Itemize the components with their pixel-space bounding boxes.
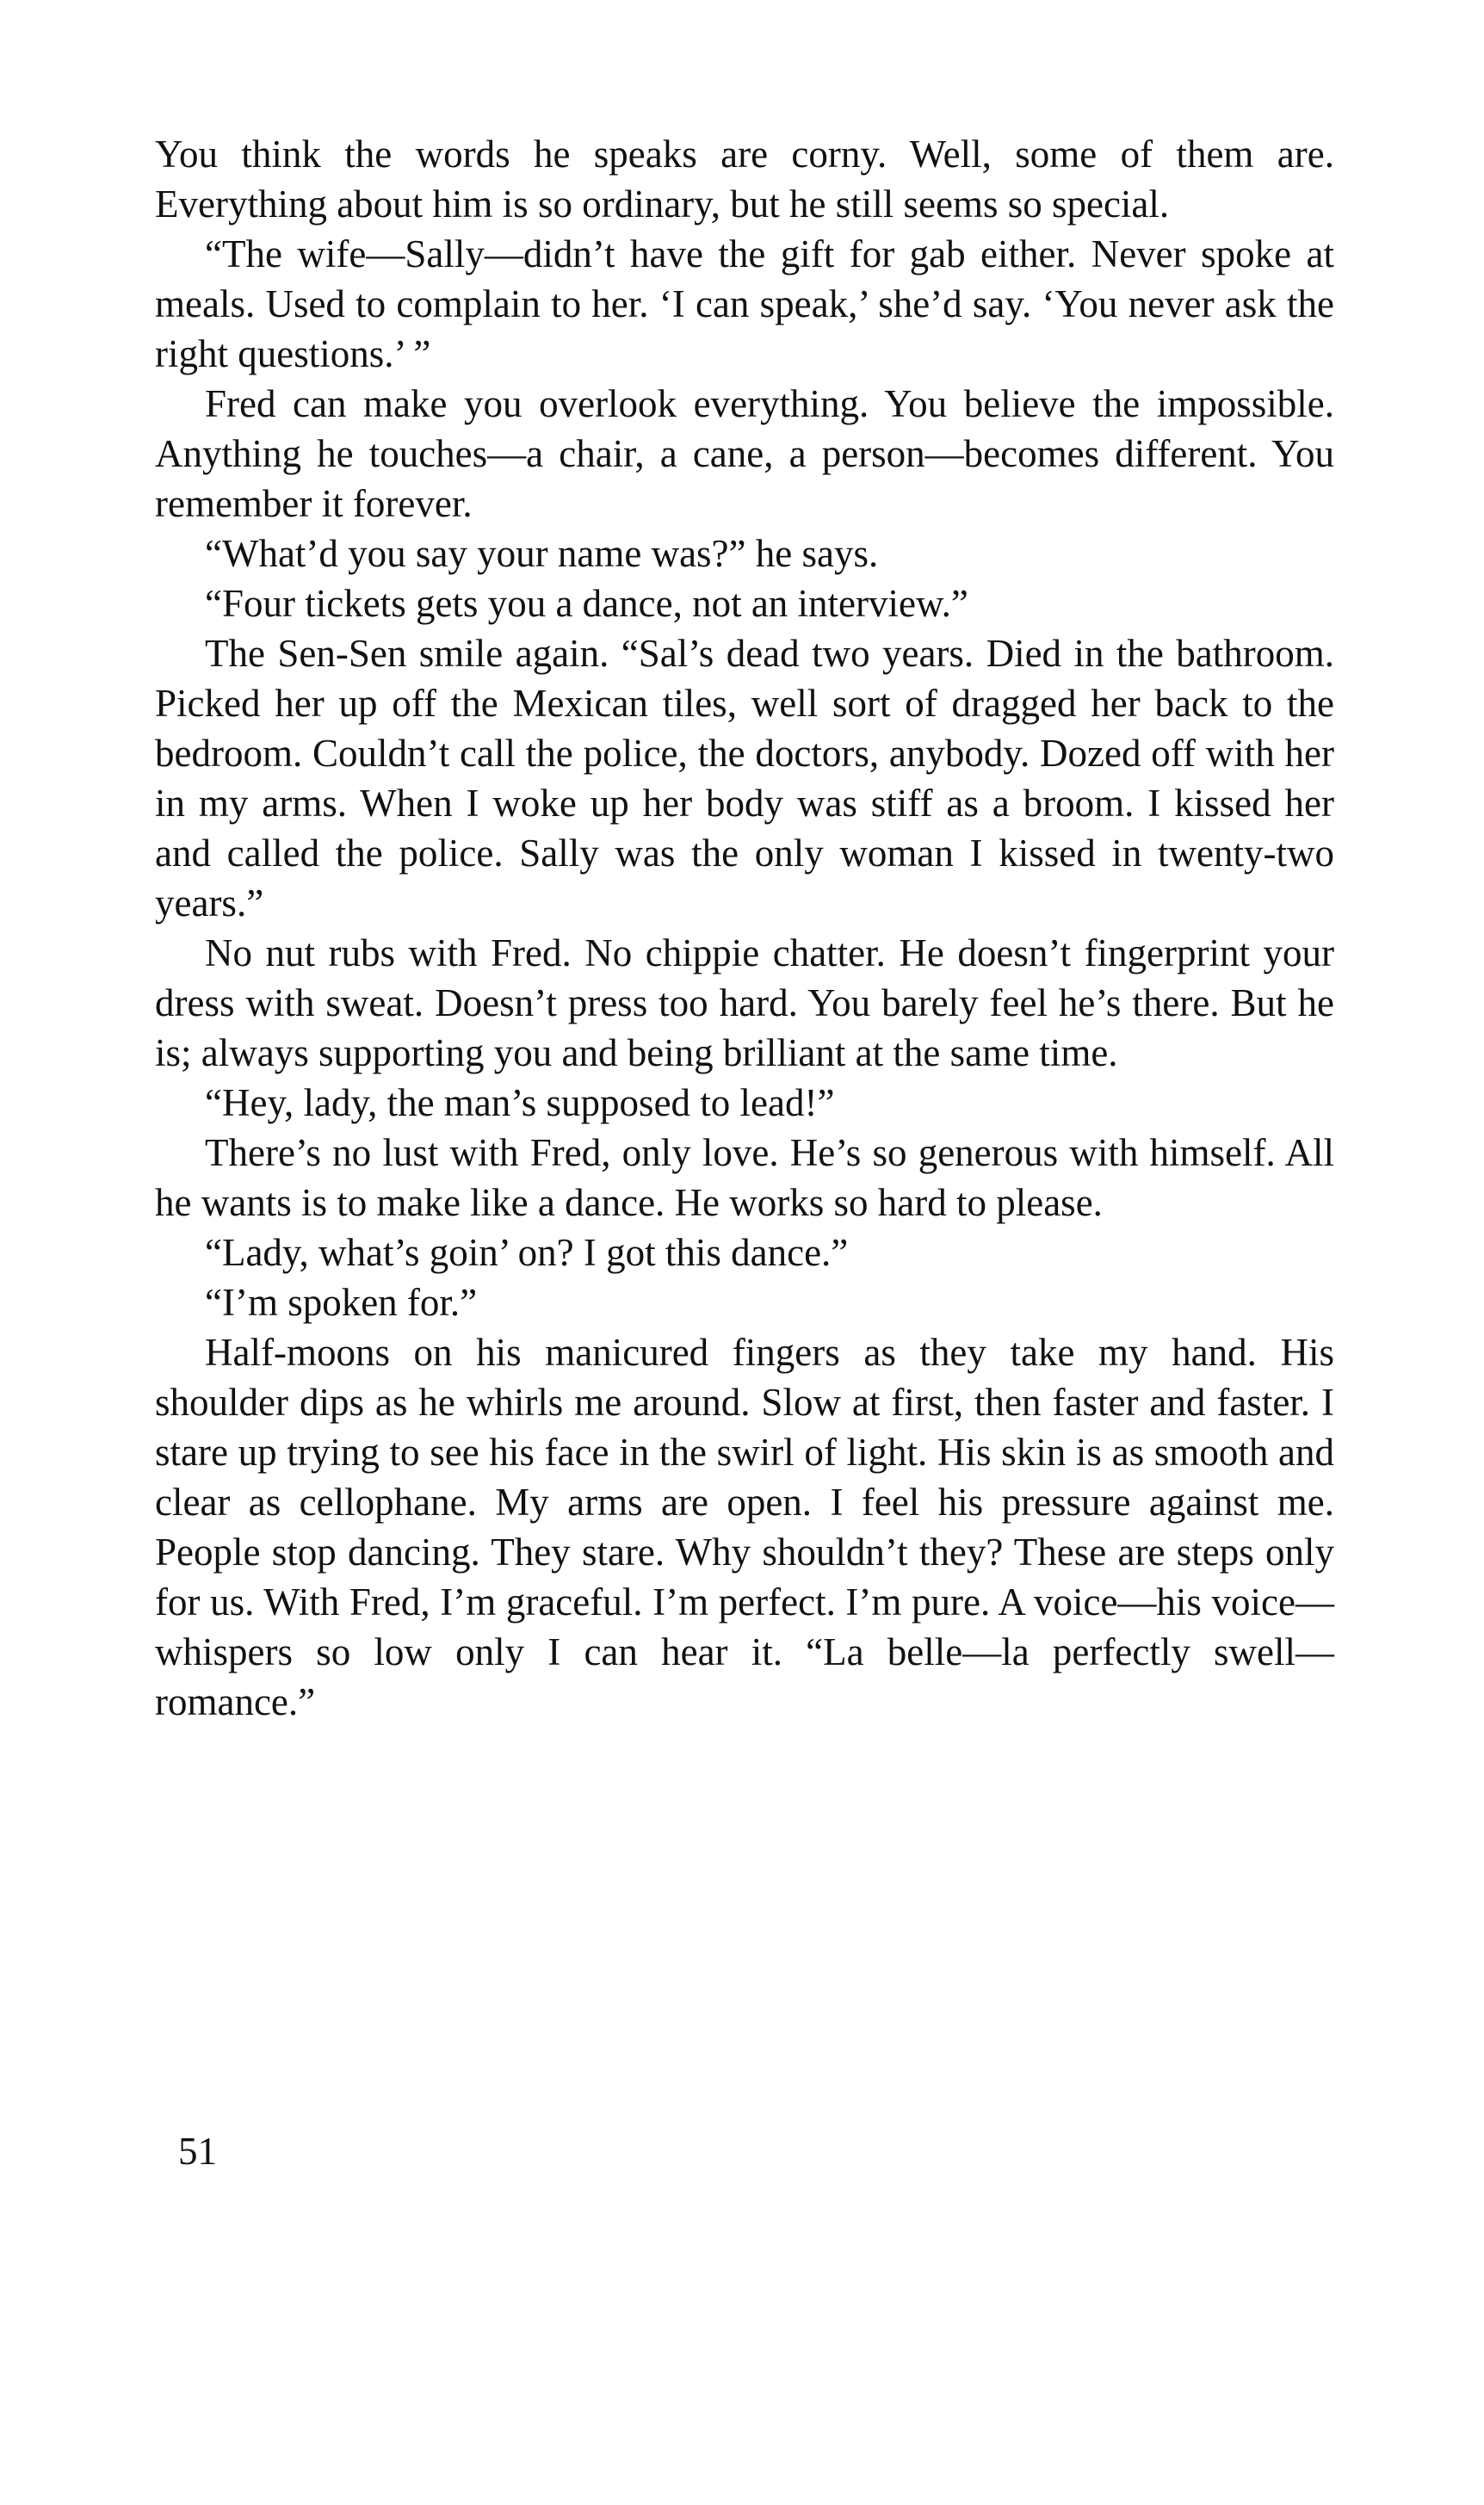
paragraph: “The wife—Sally—didn’t have the gift for gab either. Never spoke at meals. Used to complain to her. ‘I can speak,’ she’d say. ‘You never ask the right questions.’ ” [155,232,1334,375]
paragraph: There’s no lust with Fred, only love. He’s so generous with himself. All he wants is to make like a dance. He works so hard to please. [155,1131,1334,1224]
paragraph: “Hey, lady, the man’s supposed to lead!” [205,1081,835,1124]
paragraph: Fred can make you overlook everything. You believe the impossible. Anything he touches—a chair, a cane, a person—becomes different. You remember it forever. [155,382,1334,525]
paragraph: No nut rubs with Fred. No chippie chatter. He doesn’t fingerprint your dress with sweat. Doesn’t press too hard. You barely feel he’s there. But he is; always supporting you and being brilliant at the same time. [155,931,1334,1074]
page-number: 51 [178,2130,217,2173]
paragraph: “What’d you say your name was?” he says. [205,532,879,575]
paragraph: The Sen-Sen smile again. “Sal’s dead two years. Died in the bathroom. Picked her up off the Mexican tiles, well sort of dragged her back to the bedroom. Couldn’t call the police, the doctors, anybody. Dozed off with her in my arms. When I woke up her body was stiff as a broom. I kissed her and called the police. Sally was the only woman I kissed in twenty-two years.” [155,632,1334,925]
paragraph: “I’m spoken for.” [205,1281,478,1324]
paragraph: You think the words he speaks are corny. Well, some of them are. Everything about him is so ordinary, but he still seems so special. [155,133,1334,226]
paragraph: “Lady, what’s goin’ on? I got this dance.” [205,1231,849,1274]
paragraph: “Four tickets gets you a dance, not an interview.” [205,582,968,625]
paragraph: Half-moons on his manicured fingers as they take my hand. His shoulder dips as he whirls me around. Slow at first, then faster and faster. I stare up trying to see his face in the swirl of light. His skin is as smooth and clear as cellophane. My arms are open. I feel his pressure against me. People stop dancing. They stare. Why shouldn’t they? These are steps only for us. With Fred, I’m graceful. I’m perfect. I’m pure. A voice—his voice—whispers so low only I can hear it. “La belle—la perfectly swell—romance.” [155,1331,1334,1723]
body-text [155,129,1334,1727]
